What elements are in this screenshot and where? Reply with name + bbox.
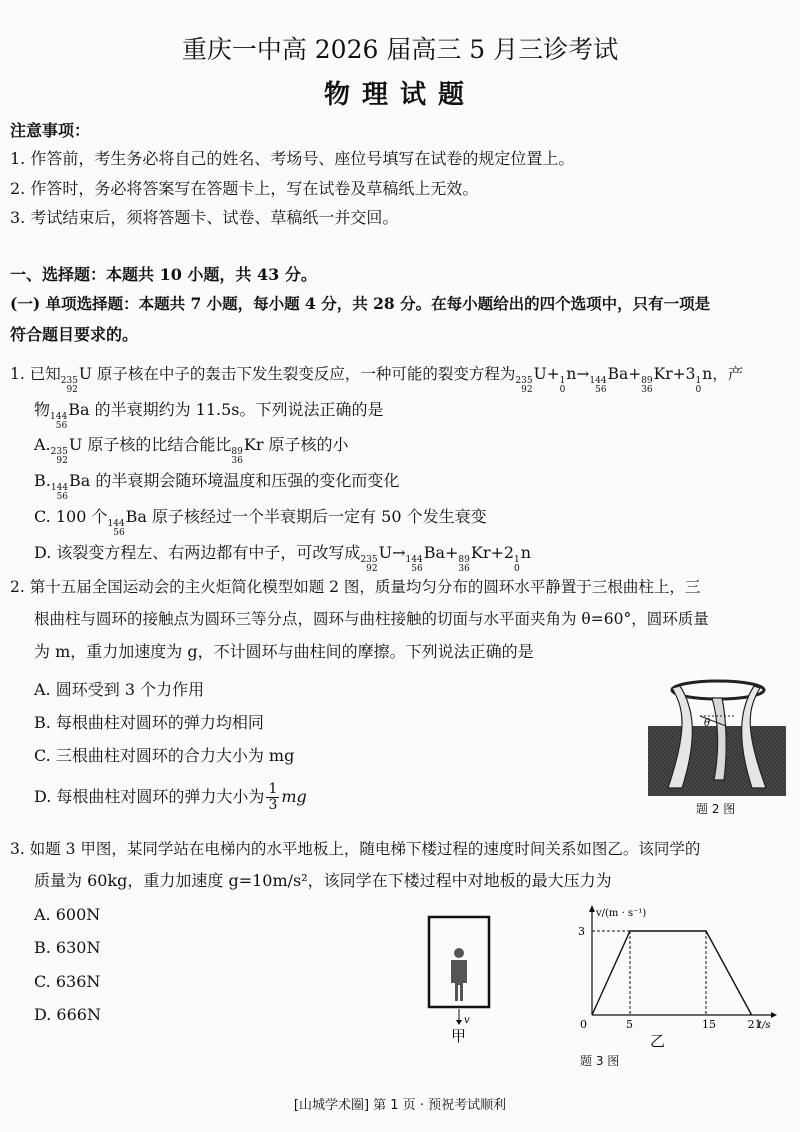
x-tick-label: 0 [580,1018,587,1031]
section-subheading: (一) 单项选择题：本题共 7 小题，每小题 4 分，共 28 分。在每小题给出的四个选项中，只有一项是 [10,294,711,313]
vt-chart [570,900,785,1050]
q3-stem-line2: 质量为 60kg，重力加速度 g=10m/s²，该同学在下楼过程中对地板的最大压力为 [34,871,612,890]
theta-label: θ [704,718,711,729]
q1-option-d[interactable]: D. 该裂变方程左、右两边都有中子，可改写成 235 92 U→ 144 56 Ba+ 89 36 Kr+2 1 0 n [34,543,532,574]
exam-subtitle: 物理试题 [323,80,476,110]
q2-option-a[interactable]: A. 圆环受到 3 个力作用 [34,680,205,699]
q3-option-c[interactable]: C. 636N [34,972,101,991]
q1-option-c[interactable]: C. 100 个 144 56 Ba 原子核经过一个半衰期后一定有 50 个发生衰变 [34,507,487,538]
notice-item: 3. 考试结束后，须将答题卡、试卷、草稿纸一并交回。 [10,208,399,227]
y-tick-label: 3 [578,925,585,938]
x-tick-label: 5 [626,1018,633,1031]
q1-option-b[interactable]: B. 144 56 Ba 的半衰期会随环境温度和压强的变化而变化 [34,471,400,502]
torch-figure [648,668,786,796]
q1-stem-line1: 1. 已知 235 92 U 原子核在中子的轰击下发生裂变反应，一种可能的裂变方程为 235 92 U+ 1 0 n→ 144 56 Ba+ 89 36 Kr+3 1 0 n，产 [10,365,744,395]
q1-option-a[interactable]: A. 235 92 U 原子核的比结合能比 89 36 Kr 原子核的小 [34,435,349,466]
notice-item: 2. 作答时，务必将答案写在答题卡上，写在试卷及草稿纸上无效。 [10,179,479,198]
y-axis-label: v/(m · s⁻¹) [596,908,647,919]
series-line [592,931,752,1015]
fig-yi-label: 乙 [650,1032,666,1050]
person-body-icon [451,960,467,1001]
q3-option-b[interactable]: B. 630N [34,938,101,957]
elevator-figure [425,915,495,1045]
notice-heading: 注意事项： [10,121,91,140]
page-footer: [山城学术圈] 第 1 页 · 预祝考试顺利 [293,1098,507,1113]
q2-stem-line3: 为 m，重力加速度为 g，不计圆环与曲柱间的摩擦。下列说法正确的是 [34,642,534,661]
q2-option-c[interactable]: C. 三根曲柱对圆环的合力大小为 mg [34,746,295,765]
x-axis-label: t/s [758,1020,771,1031]
section-subheading-cont: 符合题目要求的。 [10,325,139,344]
x-tick-label: 21 [747,1018,762,1031]
fig-jia-label: 甲 [451,1027,467,1045]
q2-stem-line1: 2. 第十五届全国运动会的主火炬简化模型如题 2 图，质量均匀分布的圆环水平静置于三根曲柱上，三 [10,578,701,596]
x-tick-label: 15 [702,1018,716,1031]
q2-option-b[interactable]: B. 每根曲柱对圆环的弹力均相同 [34,713,264,732]
section-heading: 一、选择题：本题共 10 小题，共 43 分。 [10,265,317,284]
q2-option-d[interactable]: D. 每根曲柱对圆环的弹力大小为 $\frac{1}{3}$ mg [34,781,307,813]
q2-stem-line2: 根曲柱与圆环的接触点为圆环三等分点，圆环与曲柱接触的切面与水平面夹角为 θ=60°，圆环质量 [34,610,709,628]
fig2-caption: 题 2 图 [696,802,736,816]
v-arrow-label: v [464,1015,470,1026]
fig3-caption: 题 3 图 [580,1054,620,1068]
exam-title: 重庆一中高 2026 届高三 5 月三诊考试 [181,35,619,64]
q1-stem-line2: 物 144 56 Ba 的半衰期约为 11.5s。下列说法正确的是 [34,400,384,431]
q3-stem-line1: 3. 如题 3 甲图，某同学站在电梯内的水平地板上，随电梯下楼过程的速度时间关系如图乙。该同学的 [10,840,701,858]
person-head-icon [454,948,464,958]
q3-option-d[interactable]: D. 666N [34,1005,101,1024]
notice-item: 1. 作答前，考生务必将自己的姓名、考场号、座位号填写在试卷的规定位置上。 [10,149,575,168]
q3-option-a[interactable]: A. 600N [34,905,101,924]
